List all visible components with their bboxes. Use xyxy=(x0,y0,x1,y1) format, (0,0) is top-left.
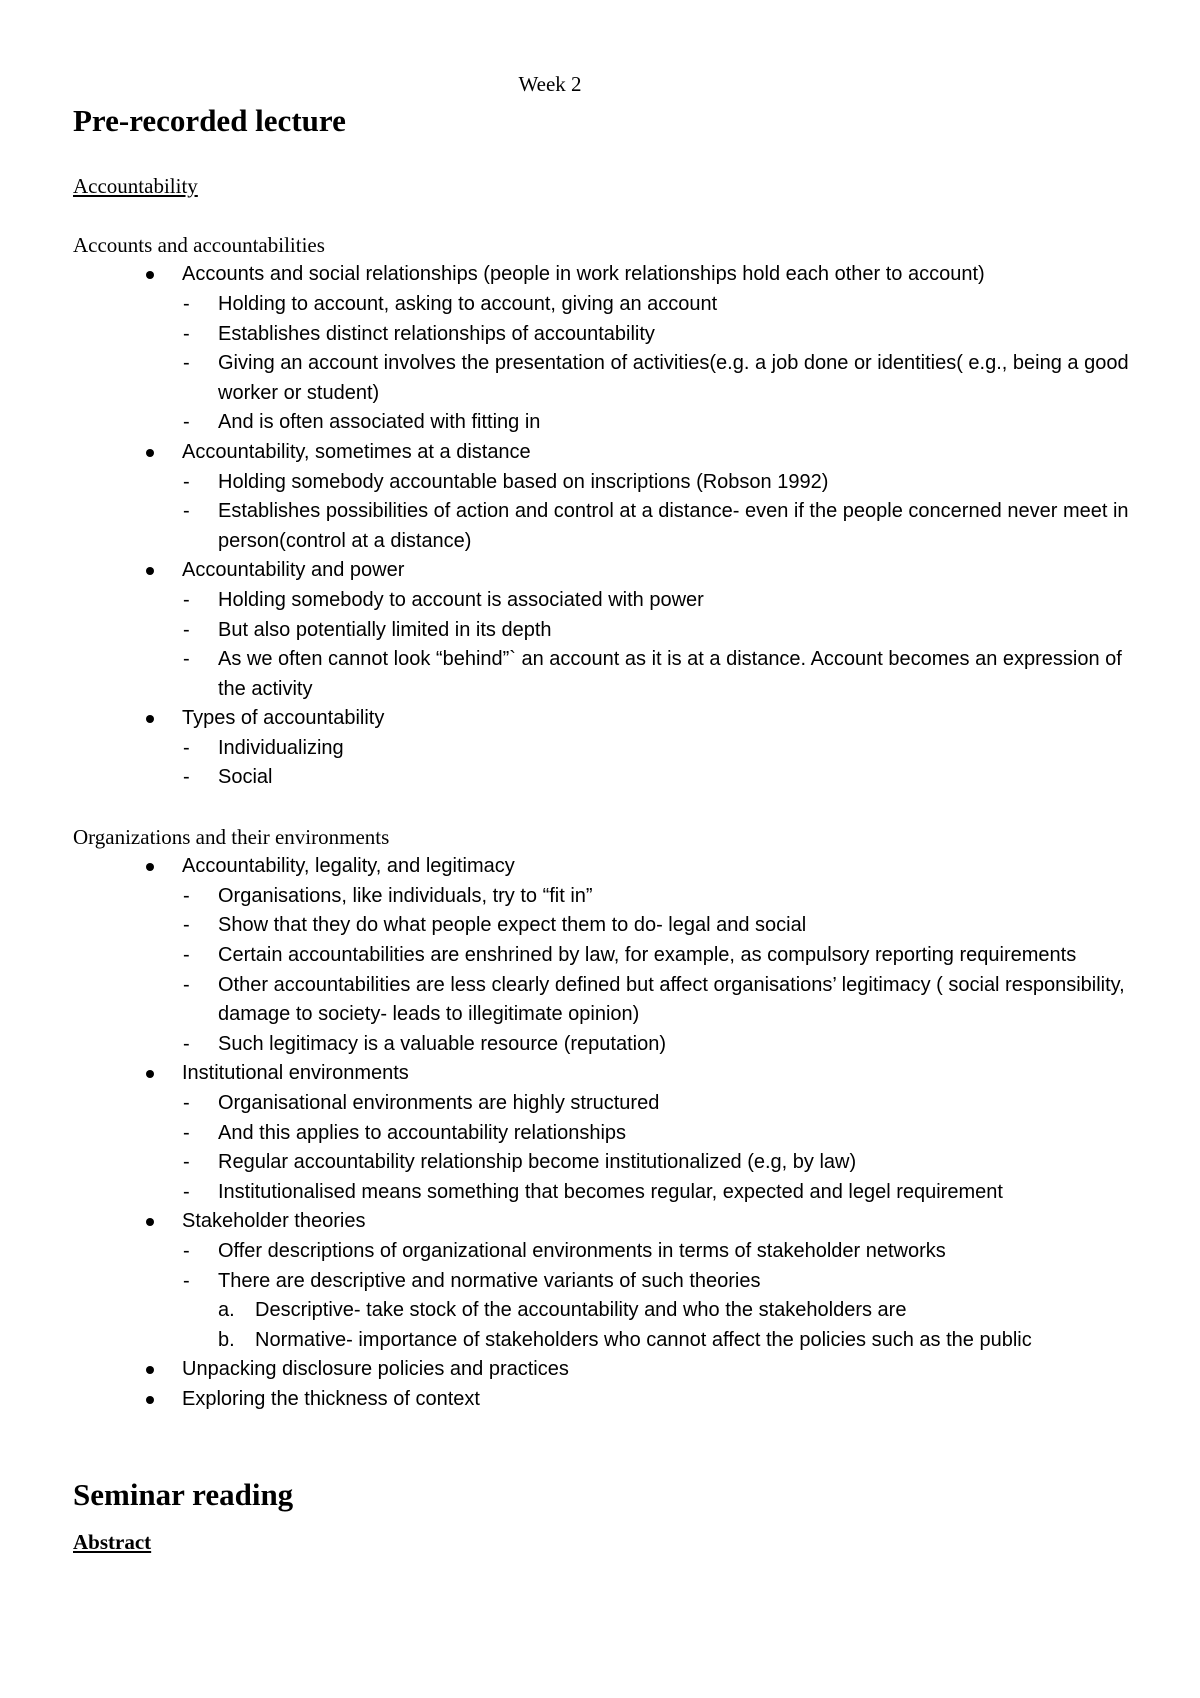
sub-item xyxy=(73,586,1143,616)
sub-item xyxy=(73,911,1143,941)
dash-icon: - xyxy=(183,766,190,789)
bullet-dot-icon xyxy=(146,567,154,575)
sub-item-text: Individualizing xyxy=(218,736,344,759)
sub-item-text: Holding somebody accountable based on inscriptions (Robson 1992) xyxy=(218,470,829,493)
bullet-text: Accountability, legality, and legitimacy xyxy=(182,855,515,878)
sub-item xyxy=(73,1089,1143,1119)
bullet-dot-icon xyxy=(146,1070,154,1078)
sub-item xyxy=(73,882,1143,912)
sub-item xyxy=(73,763,1143,793)
sub-item xyxy=(73,734,1143,764)
lettered-item xyxy=(73,1326,1143,1356)
bullet-dot-icon xyxy=(146,1396,154,1404)
abstract-heading: Abstract xyxy=(73,1529,152,1554)
dash-icon: - xyxy=(183,411,190,434)
dash-icon: - xyxy=(183,322,190,345)
organizations-bullet-list xyxy=(73,852,1143,1414)
page-header-week: Week 2 xyxy=(518,72,582,96)
sub-item-text: Establishes possibilities of action and control at a distance- even if the people concerned never meet in person(control at a distance) xyxy=(218,500,1129,552)
sub-item-text: Such legitimacy is a valuable resource (reputation) xyxy=(218,1032,666,1055)
dash-icon: - xyxy=(183,500,190,523)
sub-item xyxy=(73,1267,1143,1297)
spacer xyxy=(73,793,1143,823)
lettered-item-text: Normative- importance of stakeholders who cannot affect the policies such as the public xyxy=(255,1328,1032,1351)
sub-item xyxy=(73,497,1143,556)
sub-item xyxy=(73,408,1143,438)
sub-item-text: Institutionalised means something that becomes regular, expected and legel requirement xyxy=(218,1180,1003,1203)
bullet-item xyxy=(73,556,1143,704)
sub-item-text: Organisational environments are highly structured xyxy=(218,1092,660,1114)
bullet-text: Accountability, sometimes at a distance xyxy=(182,440,531,463)
dash-icon: - xyxy=(183,736,190,759)
dash-icon: - xyxy=(183,352,190,375)
lecture-title: Pre-recorded lecture xyxy=(73,103,346,138)
bullet-item xyxy=(73,438,1143,556)
sub-item xyxy=(73,645,1143,704)
sub-item xyxy=(73,1237,1143,1267)
sub-list xyxy=(182,882,1143,1060)
spacer xyxy=(73,1516,1143,1528)
seminar-title: Seminar reading xyxy=(73,1476,294,1512)
document-content xyxy=(73,100,1143,1557)
bullet-item xyxy=(73,852,1143,1059)
bullet-text: Exploring the thickness of context xyxy=(182,1387,480,1410)
bullet-item xyxy=(73,1207,1143,1355)
sub-item xyxy=(73,290,1143,320)
bullet-dot-icon xyxy=(146,449,154,457)
sub-item-text: Giving an account involves the presentation of activities(e.g. a job done or identities( e.g., being a good worker or student) xyxy=(218,352,1129,404)
bullet-dot-icon xyxy=(146,863,154,871)
sub-item-text: Holding to account, asking to account, giving an account xyxy=(218,292,718,315)
sub-item-text: Other accountabilities are less clearly defined but affect organisations’ legitimacy ( social responsibility, damage to society- leads to illegitimate opinion) xyxy=(218,973,1125,1026)
dash-icon: - xyxy=(183,588,190,611)
dash-icon: - xyxy=(183,618,190,641)
dash-icon: - xyxy=(183,1180,190,1203)
dash-icon: - xyxy=(183,1092,190,1114)
sub-item-text: Holding somebody to account is associated with power xyxy=(218,588,704,611)
sub-item xyxy=(73,616,1143,646)
spacer xyxy=(73,1444,1143,1474)
sub-list xyxy=(182,734,1143,793)
sub-item-text: Show that they do what people expect them to do- legal and social xyxy=(218,914,807,937)
bullet-text: Accounts and social relationships (people in work relationships hold each other to account) xyxy=(182,263,985,286)
bullet-item xyxy=(73,260,1143,438)
bullet-dot-icon xyxy=(146,715,154,723)
bullet-item xyxy=(73,1385,1143,1415)
dash-icon: - xyxy=(183,470,190,493)
accounts-heading: Accounts and accountabilities xyxy=(73,232,325,257)
bullet-text: Types of accountability xyxy=(182,707,385,730)
bullet-text: Accountability and power xyxy=(182,559,405,582)
bullet-item xyxy=(73,704,1143,793)
sub-item xyxy=(73,1178,1143,1208)
bullet-text: Unpacking disclosure policies and practices xyxy=(182,1358,569,1381)
bullet-item xyxy=(73,1059,1143,1207)
sub-item xyxy=(73,1148,1143,1178)
sub-item xyxy=(73,1119,1143,1149)
bullet-dot-icon xyxy=(146,1366,154,1374)
sub-list xyxy=(182,1089,1143,1207)
sub-item-text: Establishes distinct relationships of accountability xyxy=(218,322,655,345)
sub-item-text: And this applies to accountability relationships xyxy=(218,1121,627,1144)
spacer xyxy=(73,142,1143,172)
dash-icon: - xyxy=(183,1151,190,1174)
dash-icon: - xyxy=(183,944,190,967)
dash-icon: - xyxy=(183,292,190,315)
bullet-item xyxy=(73,1355,1143,1385)
spacer xyxy=(73,1415,1143,1445)
sub-item-text: And is often associated with fitting in xyxy=(218,411,541,434)
sub-list xyxy=(182,586,1143,704)
letter-marker: b. xyxy=(218,1328,235,1351)
dash-icon: - xyxy=(183,884,190,907)
bullet-dot-icon xyxy=(146,271,154,279)
lettered-list xyxy=(182,1296,1143,1355)
sub-item-text: Offer descriptions of organizational environments in terms of stakeholder networks xyxy=(218,1239,946,1262)
sub-item xyxy=(73,941,1143,971)
dash-icon: - xyxy=(183,1269,190,1292)
sub-item-text: As we often cannot look “behind”` an account as it is at a distance. Account becomes an expression of the activity xyxy=(218,648,1122,700)
accountability-heading: Accountability xyxy=(73,173,198,198)
sub-item xyxy=(73,468,1143,498)
dash-icon: - xyxy=(183,1239,190,1262)
sub-item xyxy=(73,320,1143,350)
bullet-text: Stakeholder theories xyxy=(182,1210,366,1233)
sub-item xyxy=(73,1030,1143,1060)
dash-icon: - xyxy=(183,1121,190,1144)
sub-item xyxy=(73,349,1143,408)
sub-list xyxy=(182,468,1143,557)
dash-icon: - xyxy=(183,648,190,671)
sub-item-text: Social xyxy=(218,766,273,789)
sub-item-text: Organisations, like individuals, try to “fit in” xyxy=(218,884,593,907)
lettered-item-text: Descriptive- take stock of the accountability and who the stakeholders are xyxy=(255,1299,907,1322)
bullet-dot-icon xyxy=(146,1218,154,1226)
accounts-bullet-list xyxy=(73,260,1143,793)
sub-item-text: Certain accountabilities are enshrined by law, for example, as compulsory reporting requirements xyxy=(218,944,1077,967)
sub-list xyxy=(182,290,1143,438)
letter-marker: a. xyxy=(218,1299,235,1322)
dash-icon: - xyxy=(183,914,190,937)
organizations-heading: Organizations and their environments xyxy=(73,824,390,849)
dash-icon: - xyxy=(183,973,190,996)
lettered-item xyxy=(73,1296,1143,1326)
sub-item-text: There are descriptive and normative variants of such theories xyxy=(218,1269,761,1292)
bullet-text: Institutional environments xyxy=(182,1062,409,1085)
sub-item-text: Regular accountability relationship become institutionalized (e.g, by law) xyxy=(218,1151,857,1174)
sub-item-text: But also potentially limited in its depth xyxy=(218,618,552,641)
sub-list xyxy=(182,1237,1143,1296)
dash-icon: - xyxy=(183,1032,190,1055)
sub-item xyxy=(73,971,1143,1030)
spacer xyxy=(73,201,1143,231)
